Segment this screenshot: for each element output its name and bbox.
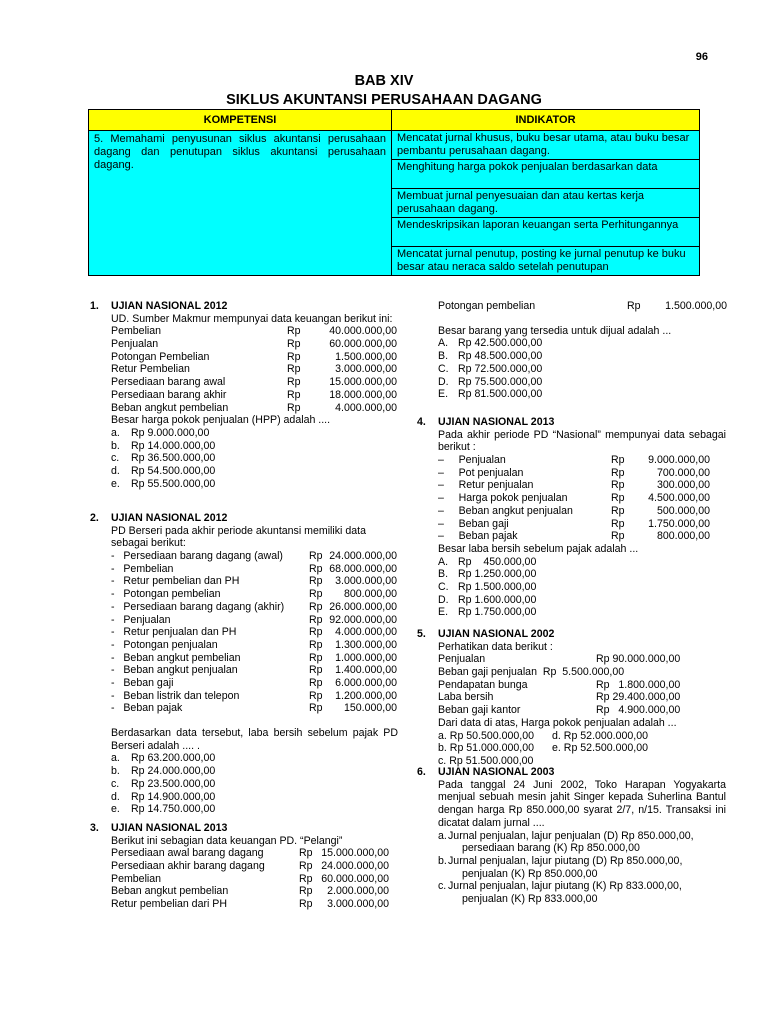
answer-option[interactable]: E. Rp 1.750.000,00	[438, 606, 537, 619]
chapter-title: SIKLUS AKUNTANSI PERUSAHAAN DAGANG	[226, 92, 542, 108]
data-label: Beban gaji	[123, 676, 174, 689]
data-label: Laba bersih	[438, 691, 494, 704]
currency: Rp	[611, 492, 625, 505]
currency: Rp	[309, 689, 323, 702]
currency: Rp	[309, 600, 323, 613]
data-value: 24.000.000,00	[329, 550, 397, 563]
data-value: 40.000.000,00	[329, 325, 397, 338]
currency: Rp	[309, 676, 323, 689]
data-value: 26.000.000,00	[329, 600, 397, 613]
data-label: Persediaan barang akhir	[111, 388, 227, 401]
indikator-header: INDIKATOR	[392, 110, 700, 131]
data-value: Rp 4.900.000,00	[596, 704, 681, 717]
question-text: Besar laba bersih sebelum pajak adalah ...	[438, 542, 639, 555]
currency: Rp	[299, 898, 313, 911]
data-label: Persediaan barang dagang (awal)	[123, 550, 283, 563]
data-value: Rp 90.000.000,00	[596, 653, 681, 666]
data-label: Potongan pembelian	[438, 300, 536, 312]
answer-option[interactable]: A. Rp 450.000,00	[438, 555, 537, 568]
answer-option[interactable]: B. Rp 48.500.000,00	[438, 350, 543, 363]
question-text: Berdasarkan data tersebut, laba bersih sebelum pajak PD Berseri adalah .... .	[111, 727, 398, 752]
question-intro: PD Berseri pada akhir periode akuntansi memiliki data sebagai berikut:	[111, 524, 366, 550]
currency: Rp	[287, 388, 301, 401]
data-label: Beban gaji kantor	[438, 704, 521, 717]
data-value: 15.000.000,00	[329, 376, 397, 389]
data-label: Retur pembelian dan PH	[123, 575, 240, 588]
answer-option[interactable]: a. Rp 50.500.000,00	[438, 729, 535, 742]
answer-option[interactable]: A. Rp 42.500.000,00	[438, 337, 543, 350]
data-value: 18.000.000,00	[329, 388, 397, 401]
data-value: 800.000,00	[656, 530, 710, 543]
data-label: Penjualan	[123, 613, 171, 626]
answer-option[interactable]: c. Rp 36.500.000,00	[111, 452, 216, 465]
data-value: 300.000,00	[656, 479, 710, 492]
data-label: Potongan penjualan	[123, 638, 218, 651]
answer-option[interactable]: a. Rp 63.200.000,00	[111, 752, 216, 765]
data-label: Beban gaji	[458, 517, 509, 530]
question-intro: Pada akhir periode PD “Nasional” mempunyai data sebagai berikut :	[438, 428, 726, 454]
question-text: Besar harga pokok penjualan (HPP) adalah ....	[111, 414, 331, 427]
currency: Rp	[309, 562, 323, 575]
currency: Rp	[287, 363, 301, 376]
data-value: 700.000,00	[656, 466, 710, 479]
data-value: 4.000.000,00	[335, 401, 397, 414]
currency: Rp	[299, 872, 313, 885]
answer-option[interactable]: e. Rp 52.500.000,00	[552, 742, 649, 755]
currency: Rp	[287, 401, 301, 414]
data-label: Penjualan	[438, 653, 486, 666]
answer-option[interactable]: b. Rp 24.000.000,00	[111, 765, 216, 778]
currency: Rp	[611, 530, 625, 543]
data-value: 3.000.000,00	[335, 363, 397, 376]
currency: Rp	[299, 860, 313, 873]
data-value: 3.000.000,00	[335, 575, 397, 588]
currency: Rp	[309, 550, 323, 563]
indikator-cell: Mencatat jurnal penutup, posting ke jurnal penutup ke buku besar atau neraca saldo setelah penutupan	[392, 247, 700, 276]
currency: Rp	[287, 376, 301, 389]
data-label: Beban angkut pembelian	[111, 885, 229, 898]
indikator-cell: Membuat jurnal penyesuaian dan atau kertas kerja perusahaan dagang.	[392, 189, 700, 218]
question-number: 5.	[417, 628, 426, 640]
currency: Rp	[611, 454, 625, 467]
currency: Rp	[299, 847, 313, 860]
answer-option[interactable]: d. Rp 52.000.000,00	[552, 729, 649, 742]
question-number: 3.	[90, 822, 99, 834]
data-value: 1.500.000,00	[665, 300, 727, 312]
currency: Rp	[309, 664, 323, 677]
indikator-cell: Menghitung harga pokok penjualan berdasarkan data	[392, 160, 700, 189]
currency: Rp	[309, 613, 323, 626]
answer-option[interactable]: c. Rp 23.500.000,00	[111, 777, 216, 790]
question-number: 2.	[90, 512, 99, 524]
question-heading: UJIAN NASIONAL 2003	[438, 766, 555, 778]
answer-option[interactable]: D. Rp 75.500.000,00	[438, 375, 543, 388]
data-label: Persediaan akhir barang dagang	[111, 860, 265, 873]
kompetensi-cell: 5. Memahami penyusunan siklus akuntansi perusahaan dagang dan penutupan siklus akuntansi perusahaan dagang.	[89, 131, 392, 276]
answer-option[interactable]: c. Jurnal penjualan, lajur piutang (K) Rp 833.000,00,	[438, 880, 682, 893]
data-label: Persediaan barang awal	[111, 376, 226, 389]
data-value: 1.000.000,00	[335, 651, 397, 664]
data-value: 4.000.000,00	[335, 626, 397, 639]
question-number: 4.	[417, 416, 426, 428]
data-value: 9.000.000,00	[648, 454, 710, 467]
data-label: Beban angkut pembelian	[123, 651, 241, 664]
answer-option[interactable]: E. Rp 81.500.000,00	[438, 388, 543, 401]
data-value: 150.000,00	[343, 702, 397, 715]
data-value: Rp 1.800.000,00	[596, 678, 681, 691]
data-label: Potongan Pembelian	[111, 350, 210, 363]
question-heading: UJIAN NASIONAL 2013	[438, 416, 555, 428]
answer-option[interactable]: d. Rp 14.900.000,00	[111, 790, 216, 803]
data-value: 1.500.000,00	[335, 350, 397, 363]
data-label: Beban angkut penjualan	[458, 504, 573, 517]
answer-option[interactable]: e. Rp 55.500.000,00	[111, 477, 216, 490]
data-label: Pembelian	[111, 872, 162, 885]
currency: Rp	[287, 350, 301, 363]
question-number: 1.	[90, 300, 99, 312]
data-value: 6.000.000,00	[335, 676, 397, 689]
kompetensi-header: KOMPETENSI	[89, 110, 392, 131]
question-intro: UD. Sumber Makmur mempunyai data keuangan berikut ini:	[111, 312, 393, 325]
data-value: 1.400.000,00	[335, 664, 397, 677]
answer-option[interactable]: a. Jurnal penjualan, lajur penjualan (D) Rp 850.000,00,	[438, 829, 694, 842]
data-value: 60.000.000,00	[329, 338, 397, 351]
question-3-continued	[438, 300, 738, 401]
data-value: 1.300.000,00	[335, 638, 397, 651]
data-value: 15.000.000,00	[321, 847, 389, 860]
answer-option[interactable]: b. Rp 14.000.000,00	[111, 439, 216, 452]
question-text: Besar barang yang tersedia untuk dijual adalah ...	[438, 324, 672, 337]
currency: Rp	[299, 885, 313, 898]
currency: Rp	[611, 479, 625, 492]
currency: Rp	[309, 651, 323, 664]
currency: Rp	[309, 575, 323, 588]
answer-option[interactable]: B. Rp 1.250.000,00	[438, 568, 537, 581]
currency: Rp	[611, 466, 625, 479]
indikator-cell: Mendeskripsikan laporan keuangan serta Perhitungannya	[392, 218, 700, 247]
data-value: Rp 29.400.000,00	[596, 691, 681, 704]
question-number: 6.	[417, 766, 426, 778]
question-intro: Perhatikan data berikut :	[438, 640, 553, 653]
answer-option-continued: penjualan (K) Rp 850.000,00	[462, 867, 598, 880]
question-heading: UJIAN NASIONAL 2012	[111, 512, 228, 524]
data-value: 500.000,00	[656, 504, 710, 517]
currency: Rp	[309, 702, 323, 715]
answer-option-continued: penjualan (K) Rp 833.000,00	[462, 893, 598, 906]
data-label: Harga pokok penjualan	[458, 492, 568, 505]
currency: Rp	[287, 325, 301, 338]
data-label: Pendapatan bunga	[438, 678, 528, 691]
data-label: Penjualan	[111, 338, 159, 351]
answer-option[interactable]: e. Rp 14.750.000,00	[111, 803, 216, 816]
data-label: Pembelian	[123, 562, 174, 575]
data-label: Persediaan awal barang dagang	[111, 847, 264, 860]
answer-option[interactable]: d. Rp 54.500.000,00	[111, 465, 216, 478]
answer-option[interactable]: D. Rp 1.600.000,00	[438, 593, 537, 606]
data-label: Beban listrik dan telepon	[123, 689, 240, 702]
question-intro: Berikut ini sebagian data keuangan PD. “Pelangi”	[111, 834, 343, 847]
currency: Rp	[309, 588, 323, 601]
answer-option[interactable]: c. Rp 51.500.000,00	[438, 754, 534, 767]
question-intro: Pada tanggal 24 Juni 2002, Toko Harapan Yogyakarta menjual sebuah mesin jahit Singer kepada Suherlina Bantul dengan harga Rp 850.000,00 syarat 2/7, n/15. Transaksi ini dicatat dalam jurnal ....	[438, 778, 726, 829]
competency-table	[88, 109, 700, 276]
data-value: 1.750.000,00	[648, 517, 710, 530]
currency: Rp	[611, 517, 625, 530]
data-value: 2.000.000,00	[327, 885, 389, 898]
data-value: 92.000.000,00	[329, 613, 397, 626]
data-value: 68.000.000,00	[329, 562, 397, 575]
question-heading: UJIAN NASIONAL 2002	[438, 628, 555, 640]
currency: Rp	[627, 300, 641, 312]
data-label: Persediaan barang dagang (akhir)	[123, 600, 285, 613]
answer-option[interactable]: C. Rp 72.500.000,00	[438, 362, 543, 375]
data-value: 3.000.000,00	[327, 898, 389, 911]
question-heading: UJIAN NASIONAL 2013	[111, 822, 228, 834]
data-label: Pot penjualan	[458, 466, 524, 479]
data-value: 4.500.000,00	[648, 492, 710, 505]
data-value: 1.200.000,00	[335, 689, 397, 702]
currency: Rp	[287, 338, 301, 351]
currency: Rp	[611, 504, 625, 517]
currency: Rp	[309, 626, 323, 639]
data-label: Retur penjualan	[458, 479, 534, 492]
question-heading: UJIAN NASIONAL 2012	[111, 300, 228, 312]
answer-option-continued: persediaan barang (K) Rp 850.000,00	[462, 842, 640, 855]
question-text: Dari data di atas, Harga pokok penjualan adalah ...	[438, 716, 677, 729]
data-label: Beban gaji penjualan Rp 5.500.000,00	[438, 666, 625, 679]
page-number: 96	[695, 51, 708, 63]
answer-option[interactable]: b. Jurnal penjualan, lajur piutang (D) Rp 850.000,00,	[438, 854, 683, 867]
data-label: Retur pembelian dari PH	[111, 898, 227, 911]
data-label: Potongan pembelian	[123, 588, 221, 601]
data-label: Beban pajak	[123, 702, 183, 715]
data-label: Penjualan	[458, 454, 506, 467]
currency: Rp	[309, 638, 323, 651]
data-value: 24.000.000,00	[321, 860, 389, 873]
answer-option[interactable]: a. Rp 9.000.000,00	[111, 426, 210, 439]
data-value: 60.000.000,00	[321, 872, 389, 885]
data-label: Retur penjualan dan PH	[123, 626, 237, 639]
data-label: Pembelian	[111, 325, 162, 338]
answer-option[interactable]: b. Rp 51.000.000,00	[438, 742, 535, 755]
indikator-cell: Mencatat jurnal khusus, buku besar utama, atau buku besar pembantu perusahaan dagang.	[392, 131, 700, 160]
data-label: Beban angkut pembelian	[111, 401, 229, 414]
data-label: Beban angkut penjualan	[123, 664, 238, 677]
answer-option[interactable]: C. Rp 1.500.000,00	[438, 581, 537, 594]
data-label: Beban pajak	[458, 530, 518, 543]
chapter-number: BAB XIV	[354, 73, 414, 89]
data-label: Retur Pembelian	[111, 363, 190, 376]
data-value: 800.000,00	[343, 588, 397, 601]
